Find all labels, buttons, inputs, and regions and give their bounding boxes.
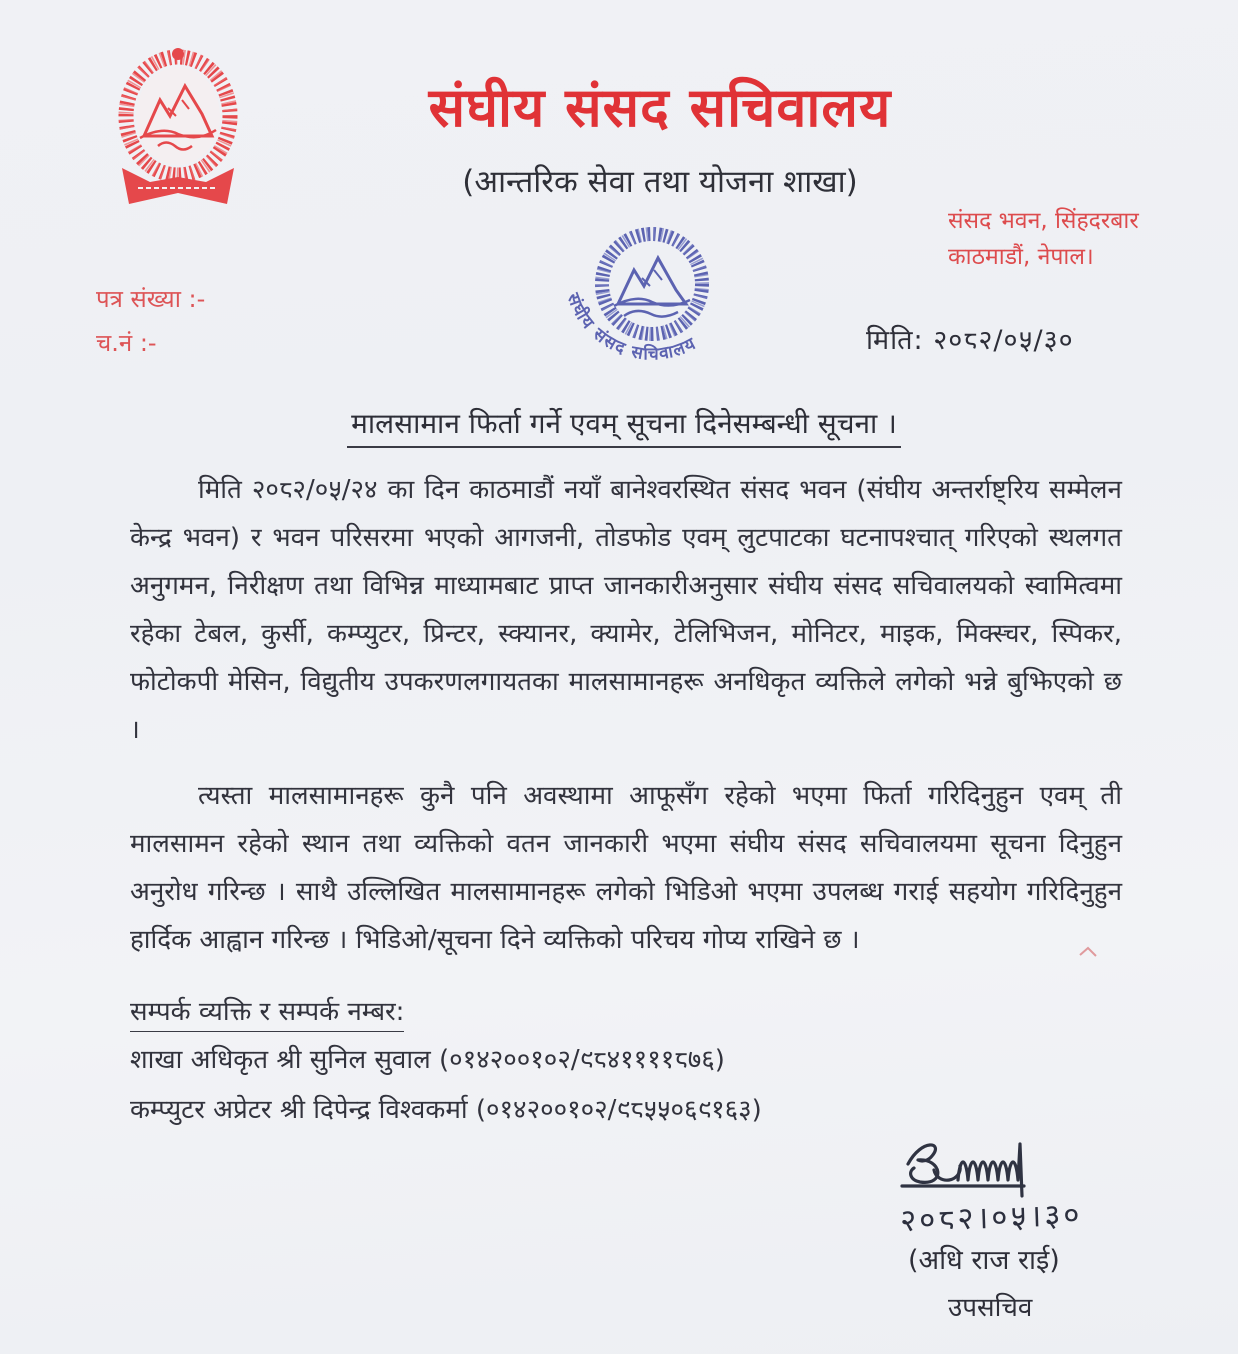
- org-title: संघीय संसद सचिवालय: [428, 76, 892, 139]
- contact-entry: शाखा अधिकृत श्री सुनिल सुवाल (०१४२००१०२/९८४११११८७६): [130, 1045, 725, 1075]
- contact-heading-text: सम्पर्क व्यक्ति र सम्पर्क नम्बर:: [130, 997, 404, 1032]
- parliament-secretariat-round-stamp-icon: [550, 216, 754, 388]
- signatory-name: (अधि राज राई): [908, 1245, 1060, 1276]
- address-line-2: काठमाडौं, नेपाल।: [948, 244, 1094, 270]
- address-block: [948, 203, 1218, 275]
- org-branch-subtitle: (आन्तरिक सेवा तथा योजना शाखा): [462, 164, 858, 200]
- letter-date: मिति: २०८२/०५/३०: [866, 325, 1074, 356]
- stamp-curved-text: संघीय संसद सचिवालय: [562, 290, 700, 365]
- dispatch-number-label: च.नं :-: [96, 329, 157, 357]
- contact-heading: [130, 992, 404, 1028]
- body-paragraph-2: त्यस्ता मालसामानहरू कुनै पनि अवस्थामा आफूसँग रहेको भएमा फिर्ता गरिदिनुहुन एवम् ती मालसामन रहेको स्थान तथा व्यक्तिको वतन जानकारी भएमा संघीय संसद सचिवालयमा सूचना दिनुहुन अनुरोध गरिन्छ । साथै उल्लिखित मालसामानहरू लगेको भिडिओ भएमा उपलब्ध गराई सहयोग गरिदिनुहुन हार्दिक आह्वान गरिन्छ । भिडिओ/सूचना दिने व्यक्तिको परिचय गोप्य राखिने छ ।: [130, 781, 1122, 955]
- handwritten-date: २०८२।०५।३०: [899, 1196, 1084, 1240]
- signatory-designation: उपसचिव: [948, 1293, 1033, 1323]
- address-line-1: संसद भवन, सिंहदरबार: [948, 208, 1139, 234]
- subject-heading: [130, 404, 1118, 442]
- subject-heading-text: मालसामान फिर्ता गर्ने एवम् सूचना दिनेसम्बन्धी सूचना ।: [347, 407, 901, 448]
- contact-entry: कम्प्युटर अप्रेटर श्री दिपेन्द्र विश्वकर्मा (०१४२००१०२/९८५५०६९१६३): [130, 1095, 762, 1125]
- scan-artifact-mark: [1078, 944, 1098, 958]
- letter-number-label: पत्र संख्या :-: [96, 285, 206, 313]
- body-paragraph-1: मिति २०८२/०५/२४ का दिन काठमाडौं नयाँ बानेश्वरस्थित संसद भवन (संघीय अन्तर्राष्ट्रिय सम्मेलन केन्द्र भवन) र भवन परिसरमा भएको आगजनी, तोडफोड एवम् लुटपाटका घटनापश्चात् गरिएको स्थलगत अनुगमन, निरीक्षण तथा विभिन्न माध्यामबाट प्राप्त जानकारीअनुसार संघीय संसद सचिवालयको स्वामित्वमा रहेका टेबल, कुर्सी, कम्प्युटर, प्रिन्टर, स्क्यानर, क्यामेर, टेलिभिजन, मोनिटर, माइक, मिक्स्चर, स्पिकर, फोटोकपी मेसिन, विद्युतीय उपकरणलगायतका मालसामानहरू अनधिकृत व्यक्तिले लगेको भन्ने बुझिएको छ ।: [130, 475, 1122, 745]
